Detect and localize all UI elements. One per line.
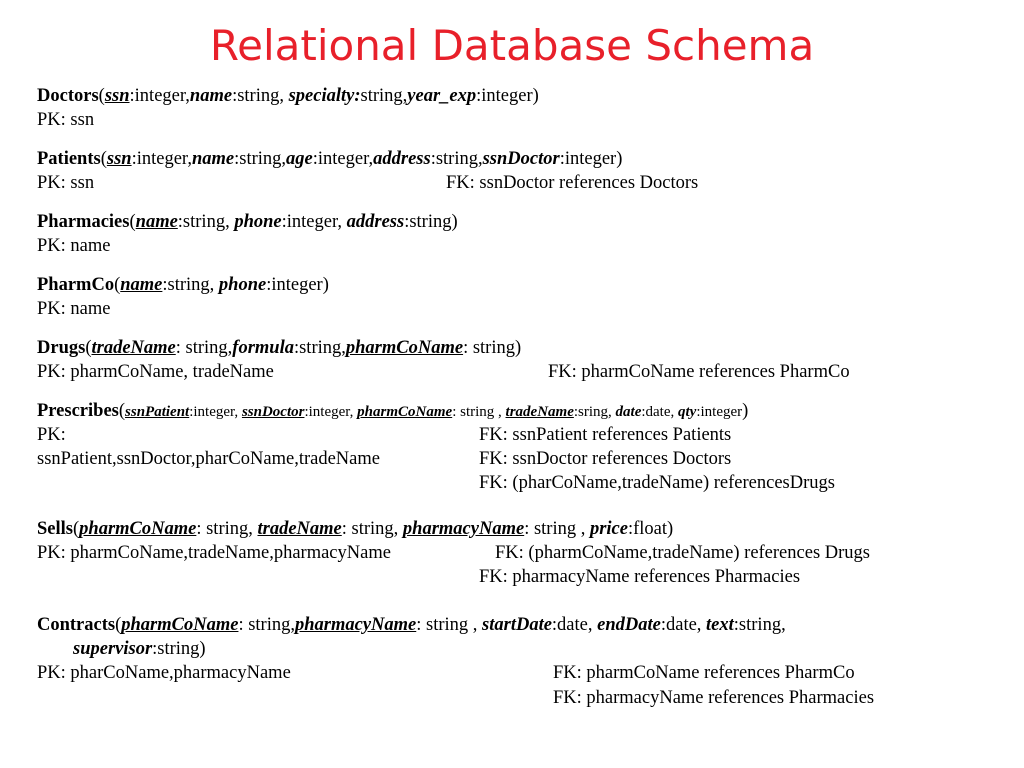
prescribes-type-ssn-patient: :integer,	[189, 404, 242, 420]
patients-fk-1: FK: ssnDoctor references Doctors	[446, 173, 699, 193]
patients-type-ssn: :integer,	[131, 149, 192, 169]
drugs-type-formula: :string,	[293, 338, 346, 358]
prescribes-fk-1: FK: ssnPatient references Patients	[479, 425, 732, 445]
drugs-fk-1: FK: pharmCoName references PharmCo	[548, 362, 850, 382]
sells-attr-pharmco-name: pharmCoName	[79, 519, 197, 539]
pharmacies-type-phone: :integer,	[281, 212, 347, 232]
sells-attr-trade-name: tradeName	[257, 519, 342, 539]
contracts-attr-text: text	[706, 615, 734, 635]
prescribes-type-qty: :integer	[696, 404, 743, 420]
patients-attr-ssn: ssn	[106, 149, 132, 169]
contracts-attr-pharmco-name: pharmCoName	[121, 615, 239, 635]
prescribes-attr-trade-name: tradeName	[505, 404, 574, 420]
contracts-attr-supervisor: supervisor	[73, 639, 153, 659]
slide-title: Relational Database Schema	[209, 21, 815, 70]
doctors-attr-year-exp: year_exp	[407, 86, 477, 106]
table-name-patients: Patients	[37, 149, 101, 169]
prescribes-fk-3: FK: (pharCoName,tradeName) referencesDrugs	[479, 473, 835, 493]
contracts-fk-2: FK: pharmacyName references Pharmacies	[553, 688, 875, 708]
patients-attr-address: address	[373, 149, 431, 169]
table-name-doctors: Doctors	[37, 86, 99, 106]
patients-open-paren: (	[100, 149, 107, 169]
patients-type-ssn-doctor: :integer)	[559, 149, 623, 169]
doctors-open-paren: (	[98, 86, 105, 106]
contracts-type-supervisor: :string)	[152, 639, 206, 659]
contracts-open-paren: (	[115, 615, 122, 635]
doctors-pk: PK: ssn	[37, 110, 95, 130]
table-name-sells: Sells	[37, 519, 73, 539]
pharmacies-attr-address: address	[346, 212, 405, 232]
drugs-open-paren: (	[85, 338, 92, 358]
contracts-type-pharmacy-name: : string ,	[416, 615, 483, 635]
pharmco-attr-name: name	[120, 275, 163, 295]
drugs-pk: PK: pharmCoName, tradeName	[37, 362, 274, 382]
patients-type-age: :integer,	[312, 149, 374, 169]
sells-pk: PK: pharmCoName,tradeName,pharmacyName	[37, 543, 391, 563]
contracts-type-end-date: :date,	[660, 615, 707, 635]
contracts-type-pharmco-name: : string,	[238, 615, 295, 635]
prescribes-type-pharmco-name: : string ,	[452, 404, 506, 420]
prescribes-open-paren: (	[118, 401, 126, 421]
prescribes-type-ssn-doctor: :integer,	[304, 404, 358, 420]
prescribes-attr-ssn-doctor: ssnDoctor	[241, 404, 305, 420]
sells-schema-line	[37, 517, 673, 541]
prescribes-type-trade-name: :sring,	[573, 404, 616, 420]
sells-attr-pharmacy-name: pharmacyName	[402, 519, 525, 539]
pharmco-open-paren: (	[114, 275, 121, 295]
drugs-type-trade-name: : string,	[175, 338, 233, 358]
prescribes-attr-qty: qty	[678, 404, 697, 420]
doctors-type-year-exp: :integer)	[476, 86, 539, 106]
contracts-attr-pharmacy-name: pharmacyName	[294, 615, 417, 635]
doctors-type-name: :string,	[232, 86, 289, 106]
pharmacies-attr-phone: phone	[234, 212, 282, 232]
patients-attr-ssn-doctor: ssnDoctor	[482, 149, 560, 169]
contracts-pk: PK: pharCoName,pharmacyName	[37, 663, 291, 683]
doctors-attr-name: name	[189, 86, 233, 106]
prescribes-schema-line	[37, 399, 748, 424]
sells-type-price: :float)	[627, 519, 674, 539]
drugs-attr-pharmco-name: pharmCoName	[345, 338, 464, 358]
patients-attr-name: name	[191, 149, 235, 169]
prescribes-attr-date: date	[615, 404, 642, 420]
prescribes-attr-pharmco-name: pharmCoName	[357, 404, 453, 420]
prescribes-close-paren: )	[742, 401, 749, 421]
patients-type-name: :string,	[234, 149, 287, 169]
contracts-fk-1: FK: pharmCoName references PharmCo	[553, 663, 855, 683]
drugs-attr-trade-name: tradeName	[91, 338, 176, 358]
doctors-type-specialty: string,	[360, 86, 408, 106]
table-name-pharmacies: Pharmacies	[37, 212, 130, 232]
table-name-pharmco: PharmCo	[37, 275, 115, 295]
pharmco-type-phone: :integer)	[266, 275, 329, 295]
sells-fk-1: FK: (pharmCoName,tradeName) references Drugs	[495, 543, 870, 563]
pharmco-pk: PK: name	[37, 299, 111, 319]
pharmco-attr-phone: phone	[218, 275, 267, 295]
contracts-schema-line-cont	[73, 637, 206, 661]
table-name-drugs: Drugs	[37, 338, 86, 358]
pharmacies-attr-name: name	[135, 212, 178, 232]
patients-type-address: :string,	[430, 149, 483, 169]
drugs-schema-line	[37, 336, 521, 360]
sells-attr-price: price	[589, 519, 628, 539]
pharmacies-type-address: :string)	[404, 212, 458, 232]
patients-attr-age: age	[286, 149, 313, 169]
doctors-type-ssn: :integer,	[129, 86, 190, 106]
pharmco-type-name: :string,	[162, 275, 219, 295]
drugs-type-pharmco-name: : string)	[463, 338, 522, 358]
pharmco-schema-line	[37, 273, 329, 297]
sells-open-paren: (	[72, 519, 80, 539]
contracts-type-text: :string,	[733, 615, 786, 635]
drugs-attr-formula: formula	[232, 338, 294, 358]
table-name-contracts: Contracts	[37, 615, 116, 635]
table-name-prescribes: Prescribes	[37, 401, 119, 421]
pharmacies-type-name: :string,	[177, 212, 235, 232]
pharmacies-open-paren: (	[129, 212, 136, 232]
patients-schema-line	[37, 147, 622, 171]
contracts-type-start-date: :date,	[551, 615, 598, 635]
sells-type-trade-name: : string,	[341, 519, 403, 539]
contracts-attr-end-date: endDate	[597, 615, 661, 635]
doctors-attr-ssn: ssn	[104, 86, 130, 106]
pharmacies-schema-line	[37, 210, 458, 234]
patients-pk: PK: ssn	[37, 173, 95, 193]
prescribes-type-date: :date,	[641, 404, 679, 420]
doctors-attr-specialty: specialty:	[288, 86, 361, 106]
doctors-schema-line	[37, 84, 539, 108]
sells-type-pharmacy-name: : string ,	[524, 519, 590, 539]
sells-fk-2: FK: pharmacyName references Pharmacies	[479, 567, 801, 587]
contracts-schema-line	[37, 613, 786, 637]
prescribes-pk: ssnPatient,ssnDoctor,pharCoName,tradeName	[37, 449, 380, 469]
prescribes-fk-2: FK: ssnDoctor references Doctors	[479, 449, 732, 469]
prescribes-pk-label: PK:	[37, 425, 66, 445]
pharmacies-pk: PK: name	[37, 236, 111, 256]
prescribes-attr-ssn-patient: ssnPatient	[125, 404, 190, 420]
sells-type-pharmco-name: : string,	[196, 519, 258, 539]
contracts-attr-start-date: startDate	[482, 615, 552, 635]
